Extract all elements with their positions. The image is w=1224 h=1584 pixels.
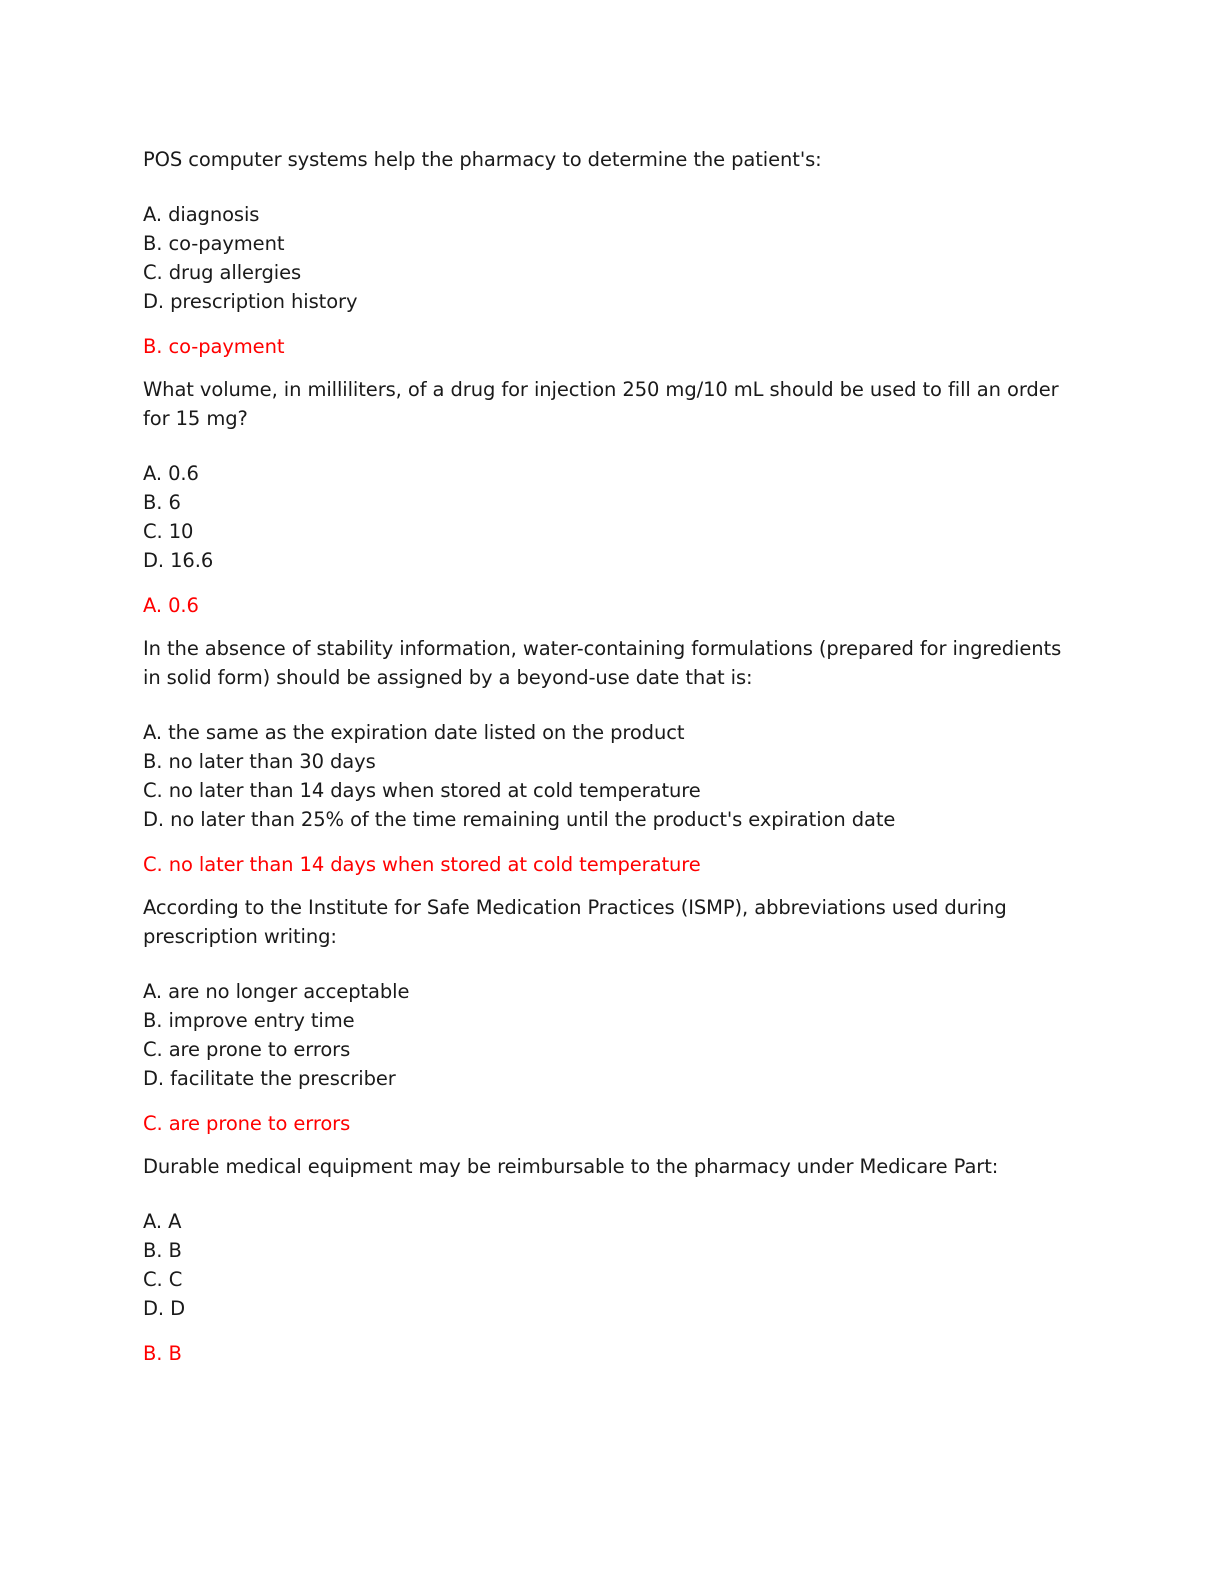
option-a: A. are no longer acceptable: [143, 980, 410, 1003]
options-list: [143, 977, 1064, 1093]
question-block: [143, 893, 1064, 1138]
question-text: What volume, in milliliters, of a drug for injection 250 mg/10 mL should be used to fill an order for 15 mg?: [143, 378, 1059, 430]
options-list: [143, 718, 1064, 834]
correct-answer: B. B: [143, 1342, 182, 1365]
correct-answer: A. 0.6: [143, 594, 199, 617]
option-b: B. improve entry time: [143, 1009, 355, 1032]
option-c: C. C: [143, 1268, 183, 1291]
options-list: [143, 1207, 1064, 1323]
option-c: C. no later than 14 days when stored at cold temperature: [143, 779, 701, 802]
question-block: [143, 145, 1064, 361]
question-block: [143, 1152, 1064, 1368]
option-a: A. A: [143, 1210, 182, 1233]
option-a: A. the same as the expiration date listed on the product: [143, 721, 685, 744]
option-d: D. no later than 25% of the time remaining until the product's expiration date: [143, 808, 896, 831]
question-text: In the absence of stability information, water-containing formulations (prepared for ingredients in solid form) should be assigned by a beyond-use date that is:: [143, 637, 1062, 689]
option-b: B. no later than 30 days: [143, 750, 376, 773]
correct-answer: B. co-payment: [143, 335, 285, 358]
option-b: B. co-payment: [143, 232, 285, 255]
option-c: C. 10: [143, 520, 194, 543]
option-d: D. prescription history: [143, 290, 358, 313]
option-c: C. drug allergies: [143, 261, 302, 284]
options-list: [143, 459, 1064, 575]
option-c: C. are prone to errors: [143, 1038, 351, 1061]
option-a: A. 0.6: [143, 462, 199, 485]
question-text: POS computer systems help the pharmacy to determine the patient's:: [143, 148, 822, 171]
option-b: B. 6: [143, 491, 181, 514]
question-text: According to the Institute for Safe Medication Practices (ISMP), abbreviations used during prescription writing:: [143, 896, 1007, 948]
option-d: D. 16.6: [143, 549, 214, 572]
option-d: D. facilitate the prescriber: [143, 1067, 396, 1090]
question-block: [143, 375, 1064, 620]
options-list: [143, 200, 1064, 316]
correct-answer: C. are prone to errors: [143, 1112, 351, 1135]
question-block: [143, 634, 1064, 879]
correct-answer: C. no later than 14 days when stored at cold temperature: [143, 853, 701, 876]
option-d: D. D: [143, 1297, 186, 1320]
option-a: A. diagnosis: [143, 203, 260, 226]
option-b: B. B: [143, 1239, 182, 1262]
question-text: Durable medical equipment may be reimbursable to the pharmacy under Medicare Part:: [143, 1155, 999, 1178]
